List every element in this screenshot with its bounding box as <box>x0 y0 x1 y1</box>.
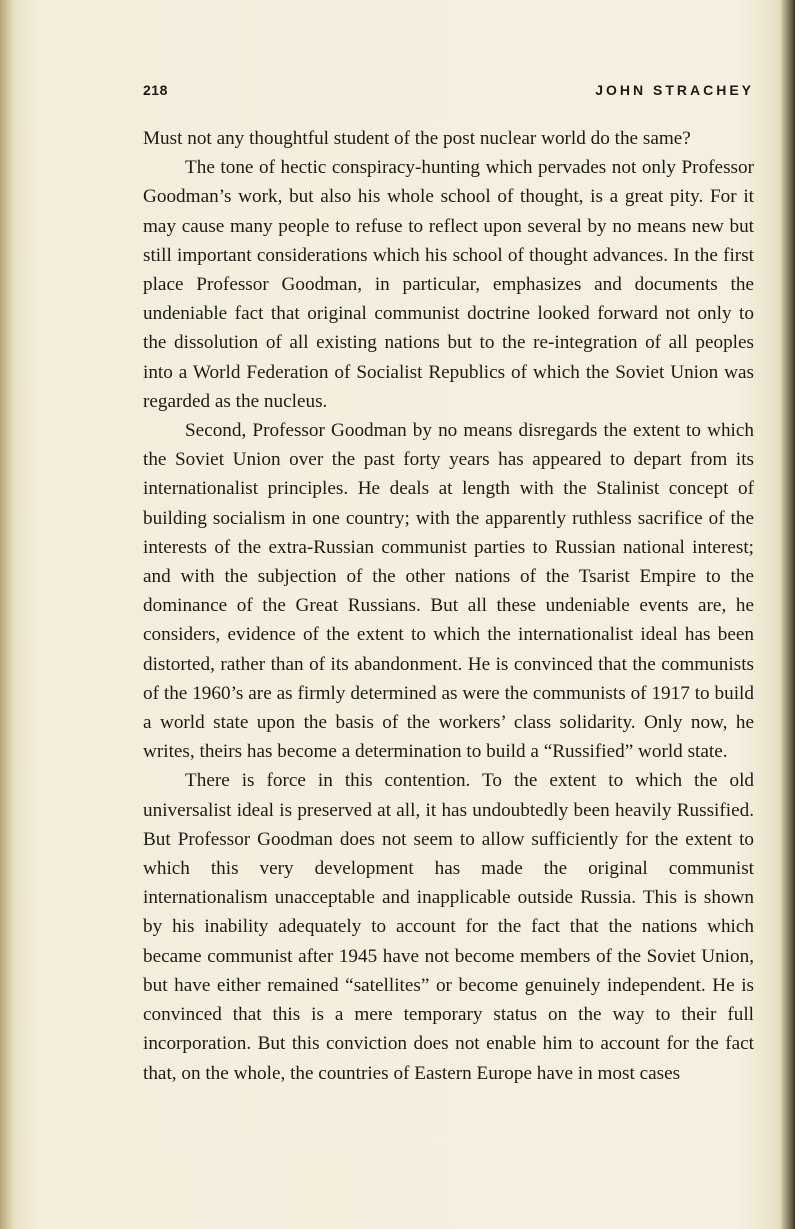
paragraph-4: There is force in this contention. To the extent to which the old universalist ideal is preserved at all, it has undoubtedly been heavily Russified. But Professor Goodman does not seem to allow sufficiently for the extent to which this very development has made the original communist internationalism unacceptable and inapplicable outside Russia. This is shown by his inability adequately to account for the fact that the nations which became communist after 1945 have not become members of the Soviet Union, but have either remained “satellites” or become genuinely independent. He is convinced that this is a mere temporary status on the way to their full incorporation. But this conviction does not enable him to account for the fact that, on the whole, the countries of Eastern Europe have in most cases <box>143 770 754 1084</box>
book-gutter <box>0 0 14 1229</box>
running-head: JOHN STRACHEY <box>595 82 754 98</box>
body-text <box>143 124 754 1088</box>
page-edge <box>781 0 795 1229</box>
page-header <box>143 82 754 106</box>
page-number: 218 <box>143 82 168 98</box>
paragraph-1: Must not any thoughtful student of the post nuclear world do the same? <box>143 128 691 149</box>
paragraph-2: The tone of hectic conspiracy-hunting which pervades not only Professor Goodman’s work, but also his whole school of thought, is a great pity. For it may cause many people to refuse to reflect upon several by no means new but still important considerations which his school of thought advances. In the first place Professor Goodman, in particular, emphasizes and documents the undeniable fact that original communist doctrine looked forward not only to the dissolution of all existing nations but to the re-integration of all peoples into a World Federation of Socialist Republics of which the Soviet Union was regarded as the nucleus. <box>143 157 754 412</box>
paragraph-3: Second, Professor Goodman by no means disregards the extent to which the Soviet Union over the past forty years has appeared to depart from its internationalist principles. He deals at length with the Stalinist concept of building socialism in one country; with the apparently ruthless sacrifice of the interests of the extra-Russian communist parties to Russian national interest; and with the subjection of the other nations of the Tsarist Empire to the dominance of the Great Russians. But all these undeniable events are, he considers, evidence of the extent to which the internationalist ideal has been distorted, rather than of its abandonment. He is convinced that the communists of the 1960’s are as firmly determined as were the communists of 1917 to build a world state upon the basis of the workers’ class solidarity. Only now, he writes, theirs has become a determination to build a “Russified” world state. <box>143 420 754 763</box>
